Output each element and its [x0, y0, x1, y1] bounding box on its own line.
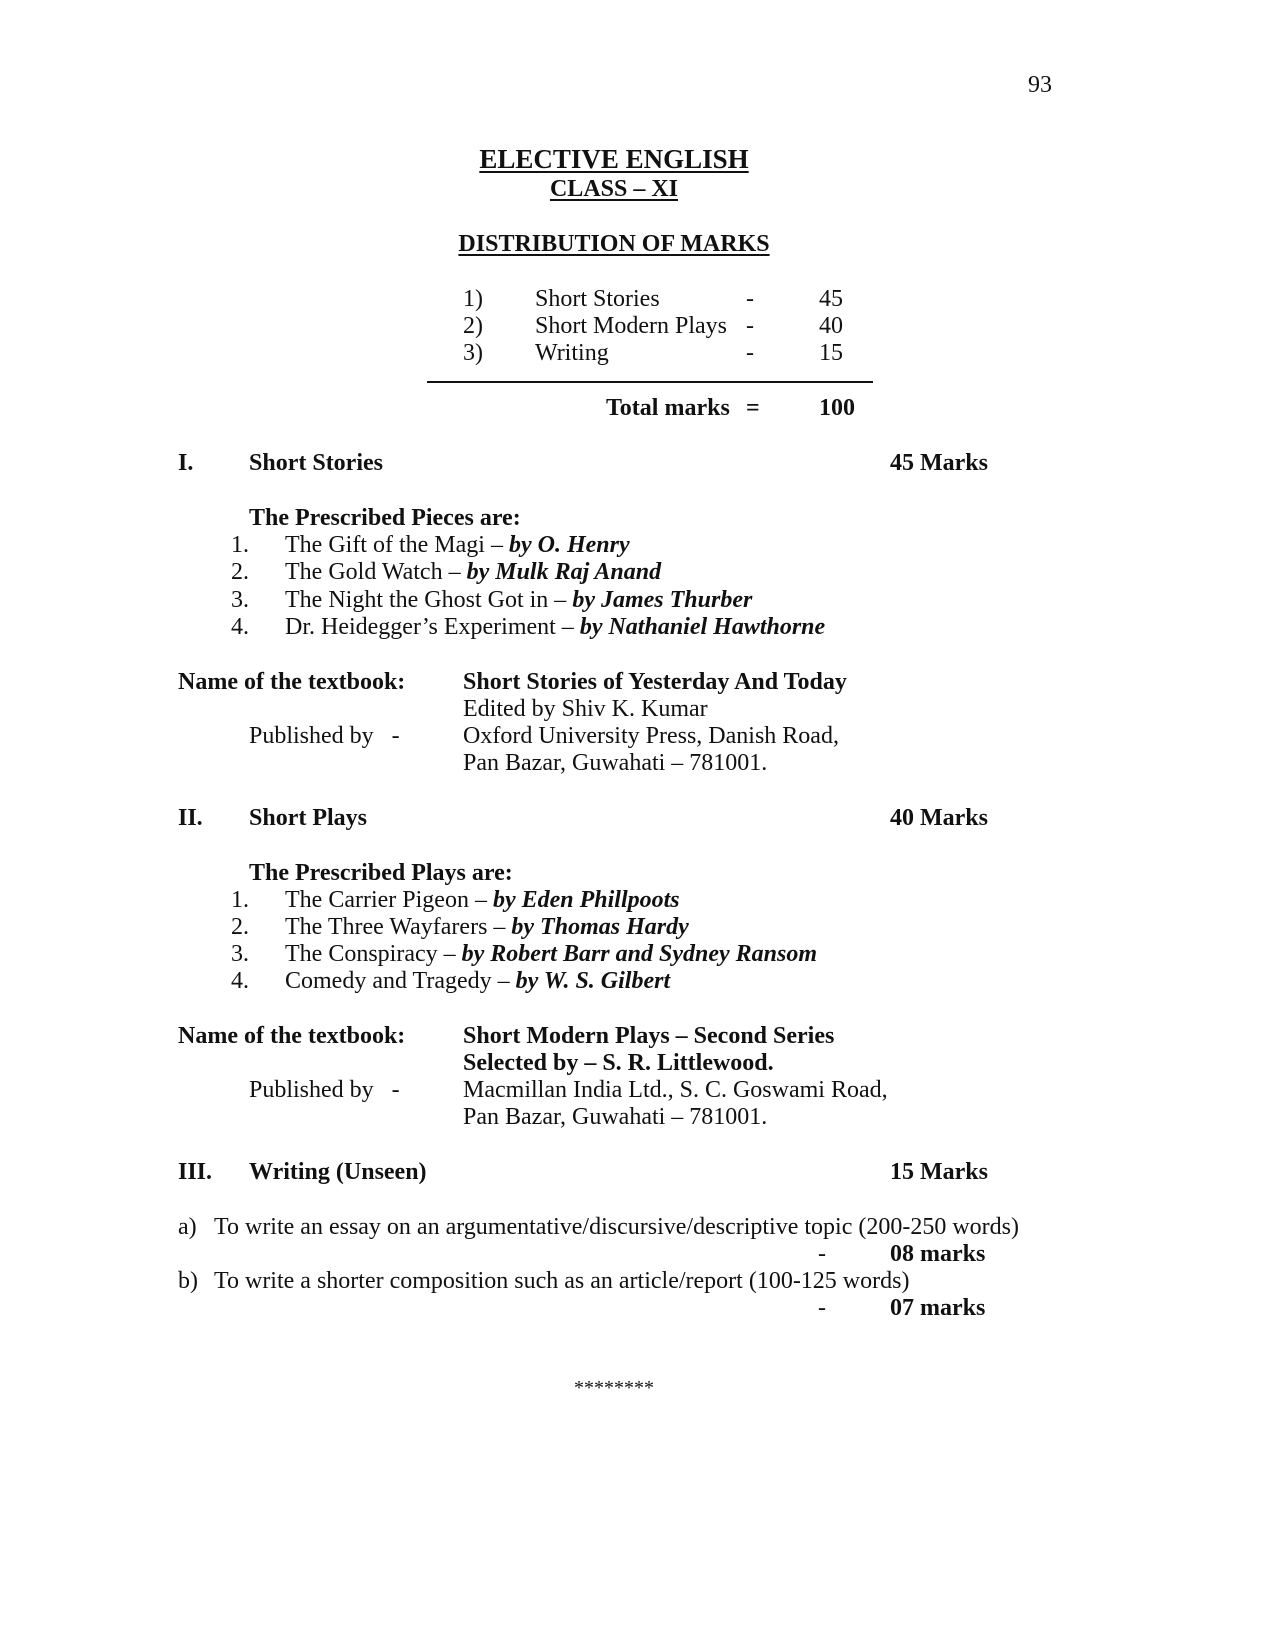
- dist-marks: 15: [819, 340, 843, 366]
- textbook-editor: Edited by Shiv K. Kumar: [463, 696, 708, 722]
- dist-item: Short Stories: [535, 286, 660, 312]
- page-title: ELECTIVE ENGLISH: [479, 144, 749, 174]
- play-author: by Robert Barr and Sydney Ransom: [461, 941, 817, 967]
- published-label: Published by -: [249, 1077, 400, 1103]
- play-title: The Conspiracy –: [285, 941, 462, 967]
- total-equals: =: [746, 395, 760, 421]
- piece-title: Dr. Heidegger’s Experiment –: [285, 614, 580, 640]
- textbook-name: Short Modern Plays – Second Series: [463, 1023, 835, 1049]
- dist-dash: -: [746, 286, 754, 312]
- section-roman: I.: [178, 450, 194, 476]
- dist-marks: 45: [819, 286, 843, 312]
- section-marks: 15 Marks: [890, 1159, 988, 1185]
- distribution-heading: DISTRIBUTION OF MARKS: [458, 231, 770, 257]
- play-title: The Carrier Pigeon –: [285, 887, 493, 913]
- list-item: [285, 969, 670, 993]
- list-item: [285, 560, 661, 584]
- task-text: To write an essay on an argumentative/discursive/descriptive topic (200-250 words): [214, 1214, 1019, 1240]
- dist-marks: 40: [819, 313, 843, 339]
- prescribed-heading: The Prescribed Pieces are:: [249, 505, 521, 531]
- list-item: [285, 588, 752, 612]
- task-dash: -: [818, 1295, 826, 1321]
- total-label: Total marks: [606, 395, 730, 421]
- list-number: 2.: [231, 559, 249, 585]
- dist-item: Short Modern Plays: [535, 313, 727, 339]
- section-roman: III.: [178, 1159, 213, 1185]
- list-number: 3.: [231, 941, 249, 967]
- list-item: [285, 615, 825, 639]
- end-of-page-marker: ********: [574, 1377, 654, 1399]
- list-item: [285, 888, 680, 912]
- list-number: 1.: [231, 532, 249, 558]
- section-title: Short Stories: [249, 450, 383, 476]
- list-item: [285, 915, 689, 939]
- play-title: Comedy and Tragedy –: [285, 968, 516, 994]
- task-text: To write a shorter composition such as an article/report (100-125 words): [214, 1268, 910, 1294]
- task-letter: a): [178, 1214, 197, 1240]
- total-rule: [427, 381, 873, 383]
- play-author: by Thomas Hardy: [511, 914, 689, 940]
- dist-num: 2): [463, 313, 483, 339]
- task-marks: 07 marks: [890, 1295, 986, 1321]
- play-author: by Eden Phillpoots: [492, 887, 680, 913]
- play-author: by W. S. Gilbert: [515, 968, 671, 994]
- piece-author: by Mulk Raj Anand: [466, 559, 662, 585]
- textbook-label: Name of the textbook:: [178, 669, 406, 695]
- piece-author: by O. Henry: [508, 532, 630, 558]
- section-marks: 40 Marks: [890, 805, 988, 831]
- piece-title: The Gold Watch –: [285, 559, 467, 585]
- publisher-address: Oxford University Press, Danish Road,: [463, 723, 839, 749]
- section-title: Short Plays: [249, 805, 368, 831]
- list-number: 4.: [231, 614, 249, 640]
- list-number: 2.: [231, 914, 249, 940]
- prescribed-heading: The Prescribed Plays are:: [249, 860, 513, 886]
- piece-title: The Gift of the Magi –: [285, 532, 509, 558]
- list-item: [285, 942, 817, 966]
- section-roman: II.: [178, 805, 203, 831]
- page-subtitle: CLASS – XI: [549, 176, 679, 202]
- total-value: 100: [819, 395, 855, 421]
- task-marks: 08 marks: [890, 1241, 986, 1267]
- dist-dash: -: [746, 313, 754, 339]
- list-number: 4.: [231, 968, 249, 994]
- textbook-name: Short Stories of Yesterday And Today: [463, 669, 847, 695]
- publisher-address: Macmillan India Ltd., S. C. Goswami Road,: [463, 1077, 888, 1103]
- piece-author: by Nathaniel Hawthorne: [579, 614, 826, 640]
- piece-title: The Night the Ghost Got in –: [285, 587, 573, 613]
- list-number: 1.: [231, 887, 249, 913]
- play-title: The Three Wayfarers –: [285, 914, 512, 940]
- dist-dash: -: [746, 340, 754, 366]
- textbook-selector: Selected by – S. R. Littlewood.: [463, 1050, 774, 1076]
- piece-author: by James Thurber: [572, 587, 753, 613]
- task-dash: -: [818, 1241, 826, 1267]
- publisher-address: Pan Bazar, Guwahati – 781001.: [463, 1104, 768, 1130]
- dist-item: Writing: [535, 340, 609, 366]
- dist-num: 3): [463, 340, 483, 366]
- section-title: Writing (Unseen): [249, 1159, 427, 1185]
- publisher-address: Pan Bazar, Guwahati – 781001.: [463, 750, 768, 776]
- task-letter: b): [178, 1268, 198, 1294]
- list-item: [285, 533, 630, 557]
- page-number: 93: [1028, 72, 1052, 98]
- textbook-label: Name of the textbook:: [178, 1023, 406, 1049]
- dist-num: 1): [463, 286, 483, 312]
- published-label: Published by -: [249, 723, 400, 749]
- list-number: 3.: [231, 587, 249, 613]
- section-marks: 45 Marks: [890, 450, 988, 476]
